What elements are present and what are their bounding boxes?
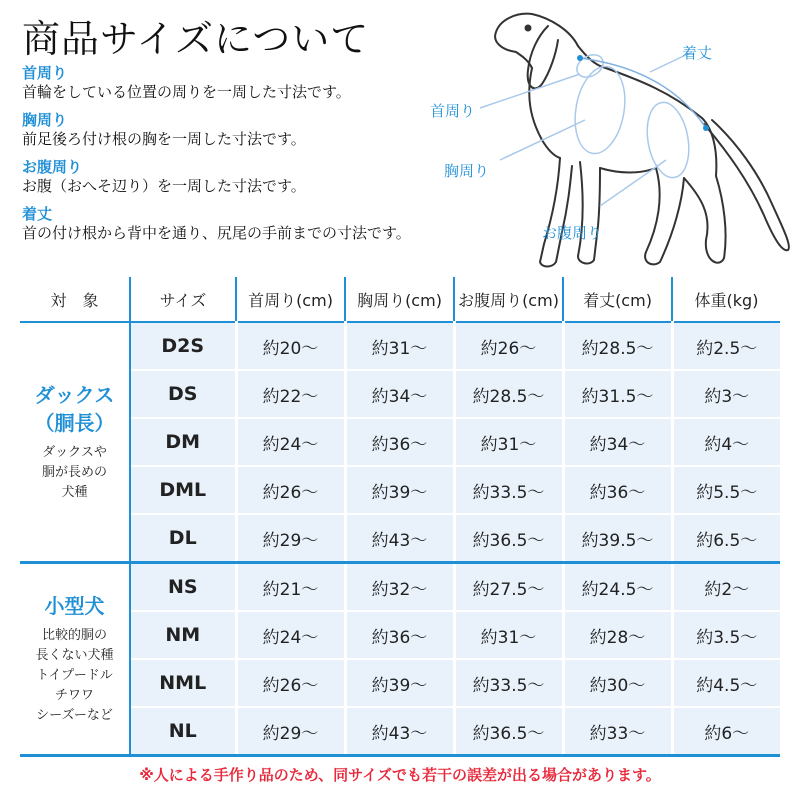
category-small-dog [20, 563, 130, 756]
value-cell: 約24.5～ [563, 563, 672, 612]
definition-term: 首周り [22, 64, 68, 82]
value-cell: 約34～ [345, 370, 454, 418]
value-cell: 約39～ [345, 466, 454, 514]
value-cell: 約21～ [236, 563, 345, 612]
value-cell: 約31～ [454, 418, 563, 466]
definition-text: 首輪をしている位置の周りを一周した寸法です。 [22, 83, 351, 101]
value-cell: 約4.5～ [672, 659, 780, 707]
label-chest: 胸周り [444, 162, 490, 180]
value-cell: 約36～ [345, 418, 454, 466]
size-cell: DS [130, 370, 236, 418]
value-cell: 約33.5～ [454, 659, 563, 707]
value-cell: 約24～ [236, 418, 345, 466]
dog-outline-icon [420, 0, 800, 280]
category-title: ダックス [34, 383, 115, 407]
definition-term: 着丈 [22, 205, 53, 223]
size-cell: NL [130, 707, 236, 756]
value-cell: 約3.5～ [672, 611, 780, 659]
value-cell: 約32～ [345, 563, 454, 612]
category-title: 小型犬 [44, 594, 105, 618]
definition-text: 前足後ろ付け根の胸を一周した寸法です。 [22, 130, 306, 148]
definition-term: 胸周り [22, 111, 68, 129]
size-cell: DML [130, 466, 236, 514]
table-row [20, 514, 780, 563]
category-desc-line: シーズーなど [36, 708, 113, 723]
value-cell: 約26～ [454, 322, 563, 370]
value-cell: 約26～ [236, 659, 345, 707]
header-cell: 胸周り(cm) [345, 277, 454, 322]
disclaimer-note: ※人による手作り品のため、同サイズでも若干の誤差が出る場合があります。 [139, 766, 661, 784]
size-cell: NS [130, 563, 236, 612]
size-cell: D2S [130, 322, 236, 370]
size-cell: DM [130, 418, 236, 466]
label-neck: 首周り [430, 102, 476, 120]
category-title: （胴長） [34, 411, 115, 435]
category-desc-line: チワワ [54, 688, 94, 703]
table-row [20, 370, 780, 418]
value-cell: 約6～ [672, 707, 780, 756]
category-description [20, 626, 129, 726]
header-cell: お腹周り(cm) [454, 277, 563, 322]
value-cell: 約36.5～ [454, 514, 563, 563]
size-cell: DL [130, 514, 236, 563]
value-cell: 約36～ [345, 611, 454, 659]
table-row [20, 563, 780, 612]
value-cell: 約5.5～ [672, 466, 780, 514]
value-cell: 約33～ [563, 707, 672, 756]
category-desc-line: ダックスや [42, 445, 107, 460]
table-header-row [20, 277, 780, 322]
category-desc-line: 長くない犬種 [35, 648, 114, 663]
table-row [20, 418, 780, 466]
definition-text: 首の付け根から背中を通り、尻尾の手前までの寸法です。 [22, 224, 411, 242]
table-row [20, 611, 780, 659]
value-cell: 約39～ [345, 659, 454, 707]
value-cell: 約20～ [236, 322, 345, 370]
page-title: 商品サイズについて [22, 17, 370, 61]
table-row [20, 466, 780, 514]
value-cell: 約33.5～ [454, 466, 563, 514]
definition-term: お腹周り [22, 158, 83, 176]
header-cell: 着丈(cm) [563, 277, 672, 322]
value-cell: 約6.5～ [672, 514, 780, 563]
value-cell: 約30～ [563, 659, 672, 707]
category-dachshund [20, 322, 130, 563]
size-cell: NML [130, 659, 236, 707]
value-cell: 約34～ [563, 418, 672, 466]
value-cell: 約2～ [672, 563, 780, 612]
value-cell: 約3～ [672, 370, 780, 418]
size-table [20, 277, 780, 757]
value-cell: 約39.5～ [563, 514, 672, 563]
value-cell: 約4～ [672, 418, 780, 466]
category-desc-line: 犬種 [61, 485, 88, 500]
header-cell: サイズ [130, 277, 236, 322]
value-cell: 約22～ [236, 370, 345, 418]
value-cell: 約31.5～ [563, 370, 672, 418]
header-cell: 体重(kg) [672, 277, 780, 322]
table-row [20, 707, 780, 756]
value-cell: 約24～ [236, 611, 345, 659]
value-cell: 約31～ [345, 322, 454, 370]
label-belly: お腹周り [542, 224, 603, 242]
value-cell: 約43～ [345, 707, 454, 756]
value-cell: 約2.5～ [672, 322, 780, 370]
value-cell: 約36～ [563, 466, 672, 514]
value-cell: 約31～ [454, 611, 563, 659]
dog-diagram [420, 0, 800, 280]
definition-text: お腹（おへそ辺り）を一周した寸法です。 [22, 177, 306, 195]
size-cell: NM [130, 611, 236, 659]
value-cell: 約27.5～ [454, 563, 563, 612]
label-length: 着丈 [682, 44, 713, 62]
table-row [20, 659, 780, 707]
value-cell: 約36.5～ [454, 707, 563, 756]
category-description [20, 443, 129, 503]
value-cell: 約29～ [236, 707, 345, 756]
value-cell: 約28～ [563, 611, 672, 659]
category-desc-line: 比較的胴の [41, 628, 107, 643]
table-row [20, 322, 780, 370]
header-cell: 対 象 [20, 277, 130, 322]
category-desc-line: 胴が長めの [41, 465, 107, 480]
value-cell: 約28.5～ [563, 322, 672, 370]
value-cell: 約28.5～ [454, 370, 563, 418]
header-cell: 首周り(cm) [236, 277, 345, 322]
value-cell: 約26～ [236, 466, 345, 514]
category-desc-line: トイプードル [36, 668, 113, 683]
value-cell: 約29～ [236, 514, 345, 563]
value-cell: 約43～ [345, 514, 454, 563]
